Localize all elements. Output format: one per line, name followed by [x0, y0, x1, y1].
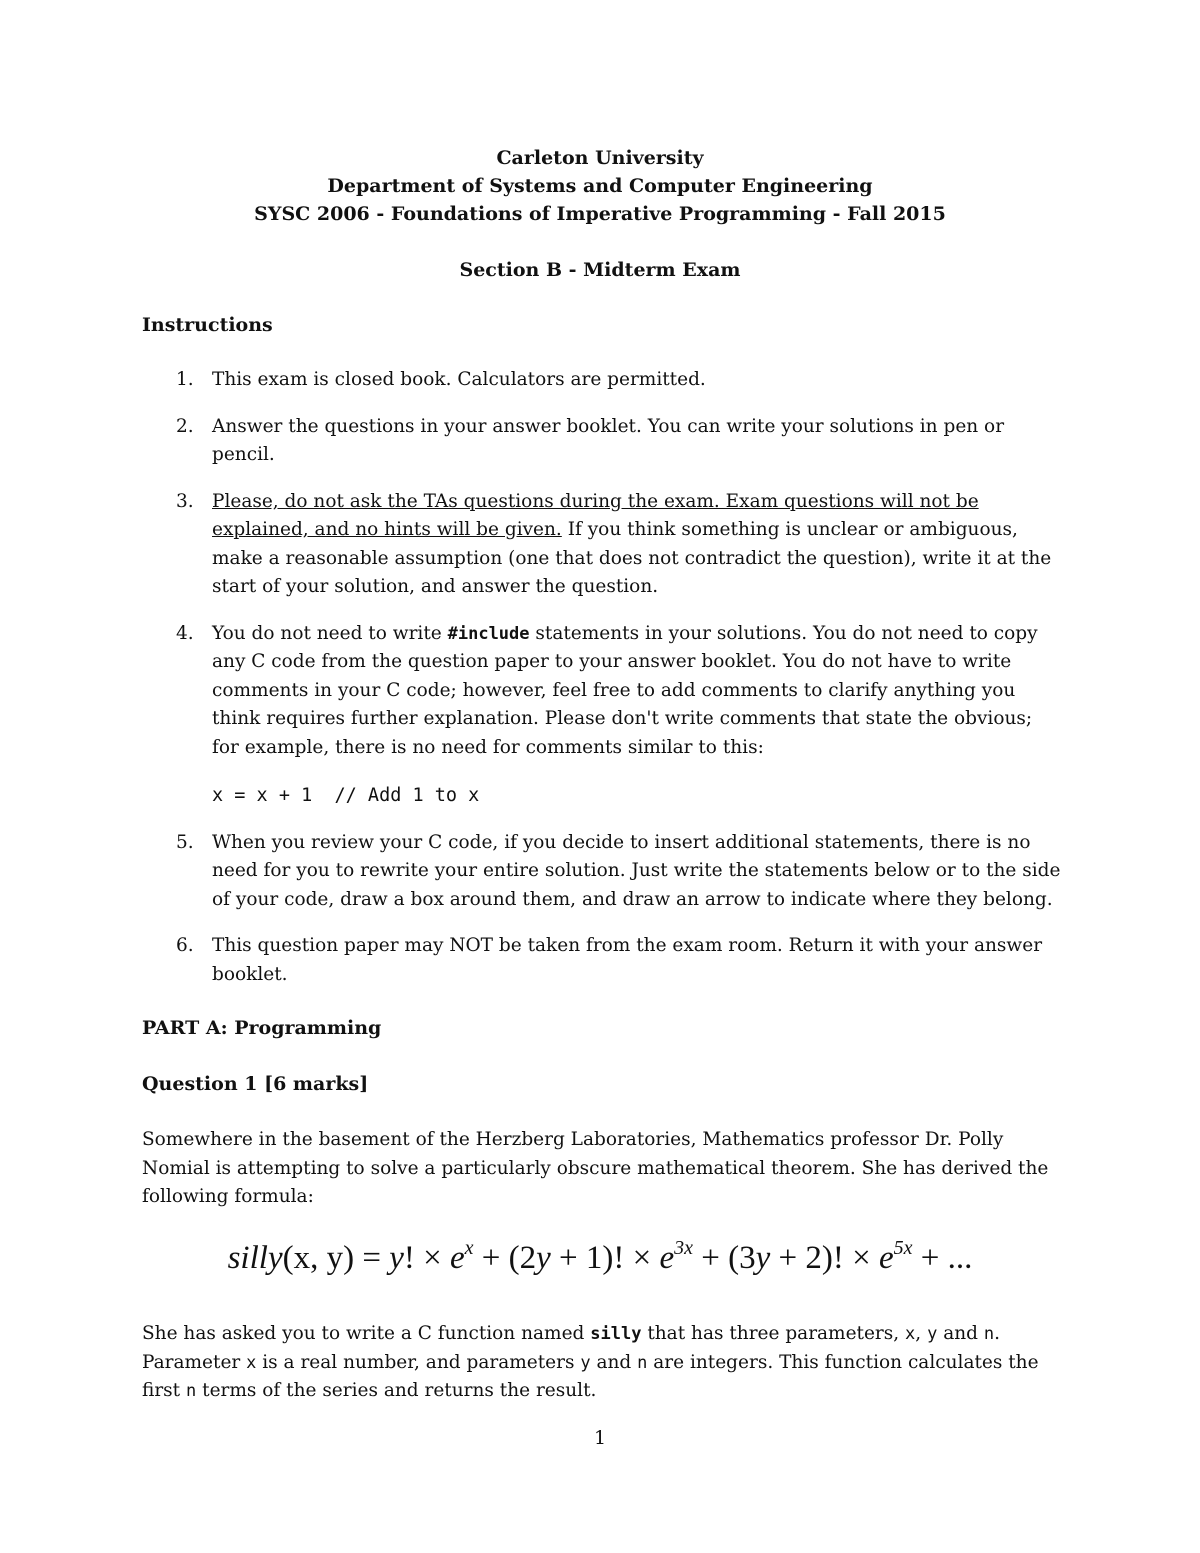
- instructions-list: [142, 366, 1062, 1007]
- instruction-number: 1.: [176, 369, 194, 390]
- instruction-text: When you review your C code, if you decide to insert additional statements, there is no need for you to rewrite your entire solution. Just write the statements below or to the side of your code, draw a box around them, and draw an arrow to indicate where they belong.: [212, 831, 1061, 910]
- university-name: Carleton University: [496, 147, 704, 169]
- instruction-text: Answer the questions in your answer booklet. You can write your solutions in pen or pencil.: [212, 415, 1005, 465]
- formula-text: + 2)! ×: [770, 1240, 879, 1276]
- desc-text: are integers. This function calculates the first: [142, 1351, 1039, 1401]
- desc-text: is a real number, and parameters: [256, 1351, 581, 1373]
- desc-text: terms of the series and returns the result.: [196, 1380, 597, 1401]
- formula-y: y: [755, 1240, 771, 1276]
- desc-text: and: [590, 1351, 638, 1373]
- formula-text: + (3: [693, 1240, 756, 1276]
- formula-exponent: x: [464, 1237, 474, 1259]
- desc-text: She has asked you to write a C function named: [142, 1323, 591, 1344]
- formula-e: e: [449, 1240, 465, 1276]
- param-code: n: [983, 1324, 995, 1344]
- instruction-number: 5.: [176, 831, 194, 853]
- question-1-intro: Somewhere in the basement of the Herzberg Laboratories, Mathematics professor Dr. Polly Nomial is attempting to solve a particularly obscure mathematical theorem. She has derived the following formula:: [142, 1129, 1049, 1207]
- formula-e: e: [878, 1240, 894, 1276]
- code-example: x = x + 1 // Add 1 to x: [212, 785, 480, 806]
- formula-text: + 1)! ×: [550, 1240, 660, 1276]
- course-title: SYSC 2006 - Foundations of Imperative Programming - Fall 2015: [254, 203, 946, 225]
- formula-text: + ...: [912, 1240, 973, 1276]
- desc-text: and: [937, 1323, 984, 1344]
- formula-text: + (2: [473, 1240, 537, 1276]
- question-1-description: [142, 1320, 1062, 1406]
- param-code: y: [580, 1352, 591, 1373]
- fn-name-code: silly: [590, 1324, 642, 1344]
- instruction-number: 3.: [176, 490, 194, 512]
- formula-text: ! ×: [403, 1240, 450, 1276]
- part-a-heading: PART A: Programming: [142, 1017, 382, 1039]
- page-number: 1: [593, 1427, 607, 1449]
- instruction-number: 2.: [176, 415, 194, 437]
- desc-text: that has three parameters,: [641, 1323, 906, 1344]
- param-code: y: [927, 1324, 938, 1344]
- include-code: #include: [447, 623, 530, 644]
- instruction-text: You do not need to write: [212, 622, 448, 644]
- silly-formula: [0, 1236, 1200, 1280]
- formula-args: (x, y) =: [282, 1240, 390, 1276]
- desc-text: ,: [915, 1323, 928, 1344]
- param-code: x: [246, 1352, 257, 1373]
- department-name: Department of Systems and Computer Engineering: [327, 175, 873, 197]
- instruction-item: [142, 413, 1062, 470]
- formula-e: e: [659, 1240, 675, 1276]
- instruction-text: This question paper may NOT be taken from the exam room. Return it with your answer booklet.: [212, 935, 1043, 985]
- instruction-item: [142, 620, 1062, 811]
- instruction-number: 4.: [176, 622, 194, 644]
- param-code: n: [637, 1352, 648, 1373]
- instruction-item: [142, 366, 1062, 395]
- param-code: x: [905, 1324, 916, 1344]
- instruction-text: If you think something is unclear or ambiguous, make a reasonable assumption (one that does not contradict the question), write it at the start of your solution, and answer the question.: [212, 519, 1052, 597]
- instruction-number: 6.: [176, 935, 194, 956]
- formula-exponent: 5x: [893, 1237, 913, 1259]
- section-title: Section B - Midterm Exam: [459, 259, 741, 281]
- instruction-item: [142, 829, 1062, 915]
- formula-exponent: 3x: [674, 1237, 694, 1259]
- instruction-text: statements in your solutions. You do not need to copy any C code from the question paper to your answer booklet. You do not have to write comments in your C code; however, feel free to add comments to clarify anything you think requires further explanation. Please don't write comments that state the obvious; for example, there is no need for comments similar to this:: [212, 622, 1038, 758]
- question-1-heading: Question 1 [6 marks]: [142, 1073, 369, 1095]
- param-code: n: [186, 1381, 197, 1401]
- desc-text: . Parameter: [142, 1323, 1001, 1373]
- instruction-text: This exam is closed book. Calculators are permitted.: [212, 369, 706, 390]
- formula-fn: silly: [227, 1240, 283, 1276]
- instruction-underlined-text: Please, do not ask the TAs questions during the exam. Exam questions will not be explained, and no hints will be given.: [212, 490, 979, 540]
- formula-y: y: [389, 1240, 404, 1276]
- instruction-item: [142, 932, 1062, 989]
- instructions-heading: Instructions: [142, 314, 273, 336]
- instruction-item: [142, 488, 1062, 602]
- formula-y: y: [536, 1240, 551, 1276]
